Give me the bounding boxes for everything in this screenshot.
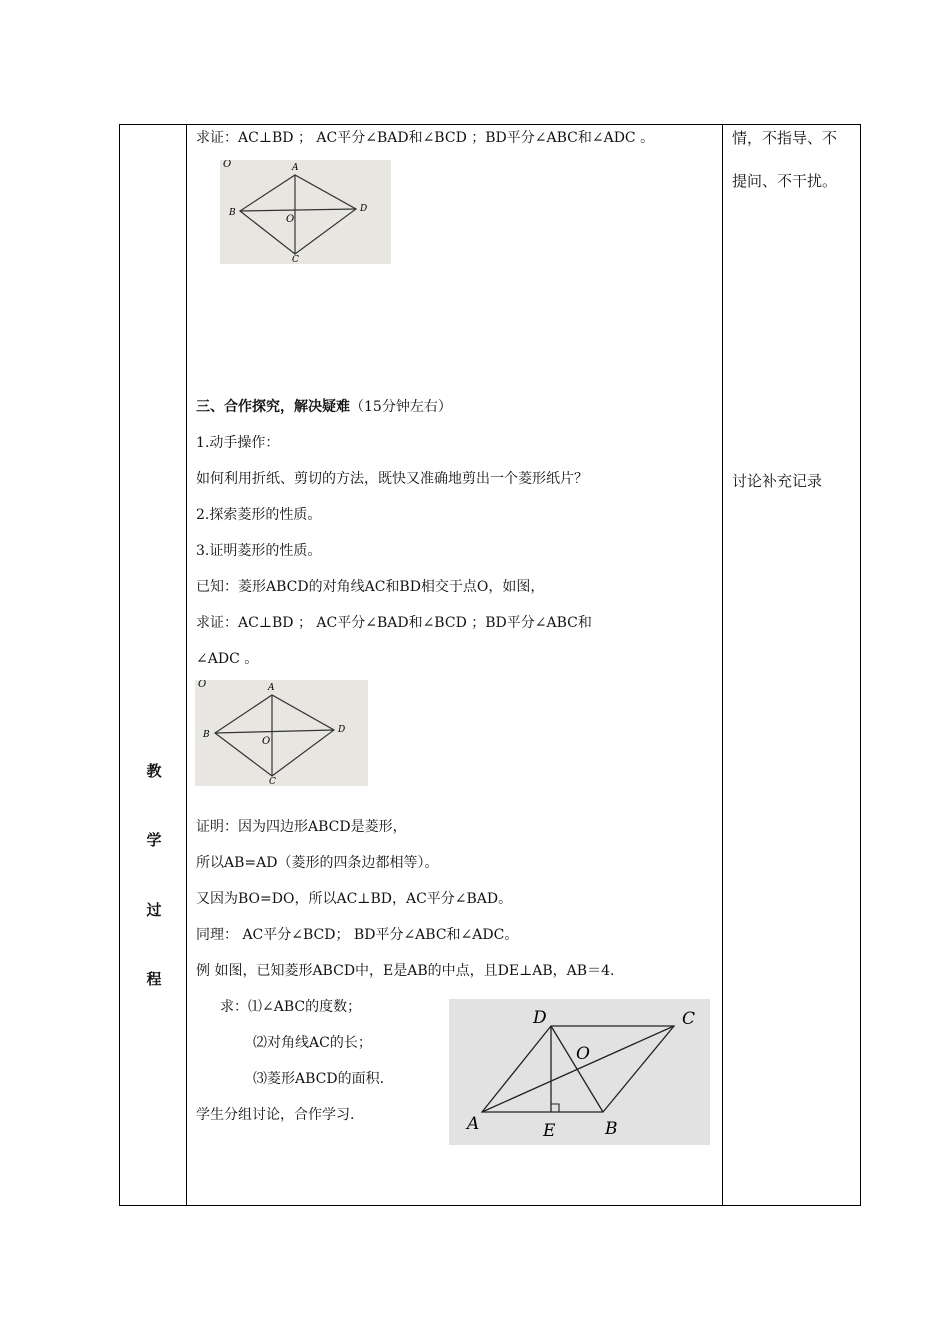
fig-label-b: B <box>229 208 236 218</box>
fig-label-b: B <box>203 730 210 740</box>
fig-label-d: D <box>338 725 346 735</box>
rhombus-example-figure <box>449 999 710 1145</box>
proof-line2: 所以AB=AD（菱形的四条边都相等）。 <box>196 855 439 871</box>
group-discussion: 学生分组讨论，合作学习. <box>196 1107 355 1123</box>
fig-label-o: O <box>262 736 271 747</box>
ask-1: 求：⑴∠ABC的度数； <box>220 999 362 1015</box>
right-note-line2: 提问、不干扰。 <box>732 172 838 190</box>
fig2-label-b: B <box>605 1119 618 1139</box>
fig-label-o-corner: O <box>198 680 207 690</box>
left-label-char-1: 教 <box>146 762 162 780</box>
fig-label-a: A <box>268 683 275 693</box>
section3-heading-bold: 三、合作探究，解决疑难 <box>196 399 350 415</box>
prove-line2: ∠ADC 。 <box>196 651 259 667</box>
item1: 1.动手操作： <box>196 435 280 451</box>
fig2-label-a: A <box>467 1114 480 1134</box>
left-label-char-3: 过 <box>146 901 162 919</box>
fig-label-c: C <box>292 255 299 264</box>
left-label-char-4: 程 <box>146 970 162 988</box>
fig-label-d: D <box>360 204 368 214</box>
section3-heading <box>196 397 452 417</box>
proof-line4: 同理： AC平分∠BCD； BD平分∠ABC和∠ADC。 <box>196 927 519 943</box>
item3: 3.证明菱形的性质。 <box>196 543 322 559</box>
proof-line3: 又因为BO=DO，所以AC⊥BD，AC平分∠BAD。 <box>196 891 513 907</box>
fig-label-c: C <box>269 777 276 786</box>
fig-label-o: O <box>286 214 295 225</box>
fig-label-o-corner: O <box>223 160 232 170</box>
example-statement: 例 如图，已知菱形ABCD中，E是AB的中点，且DE⊥AB，AB＝4. <box>196 963 615 979</box>
ask-2: ⑵对角线AC的长； <box>253 1035 372 1051</box>
fig2-label-d: D <box>533 1008 547 1028</box>
rhombus-figure-top <box>220 160 391 264</box>
column-divider-right <box>722 124 723 1206</box>
column-divider-left <box>186 124 187 1206</box>
fig2-label-e: E <box>543 1121 556 1141</box>
fig2-label-c: C <box>682 1009 696 1029</box>
proof-line1: 证明：因为四边形ABCD是菱形， <box>196 819 407 835</box>
item1-question: 如何利用折纸、剪切的方法，既快又准确地剪出一个菱形纸片？ <box>196 471 588 487</box>
left-label-char-2: 学 <box>146 831 162 849</box>
right-note-discussion: 讨论补充记录 <box>732 472 823 490</box>
right-note-line1: 情，不指导、不 <box>732 129 838 147</box>
item2: 2.探索菱形的性质。 <box>196 507 322 523</box>
rhombus-figure-middle <box>195 680 368 786</box>
top-prove-line: 求证：AC⊥BD ； AC平分∠BAD和∠BCD ；BD平分∠ABC和∠ADC 。 <box>196 130 655 146</box>
ask-3: ⑶菱形ABCD的面积. <box>253 1071 385 1087</box>
fig2-label-o: O <box>576 1044 590 1064</box>
section3-heading-time: （15分钟左右） <box>350 399 452 415</box>
fig-label-a: A <box>292 163 299 173</box>
prove-line1: 求证：AC⊥BD ； AC平分∠BAD和∠BCD ；BD平分∠ABC和 <box>196 615 592 631</box>
known-statement: 已知：菱形ABCD的对角线AC和BD相交于点O，如图， <box>196 579 545 595</box>
